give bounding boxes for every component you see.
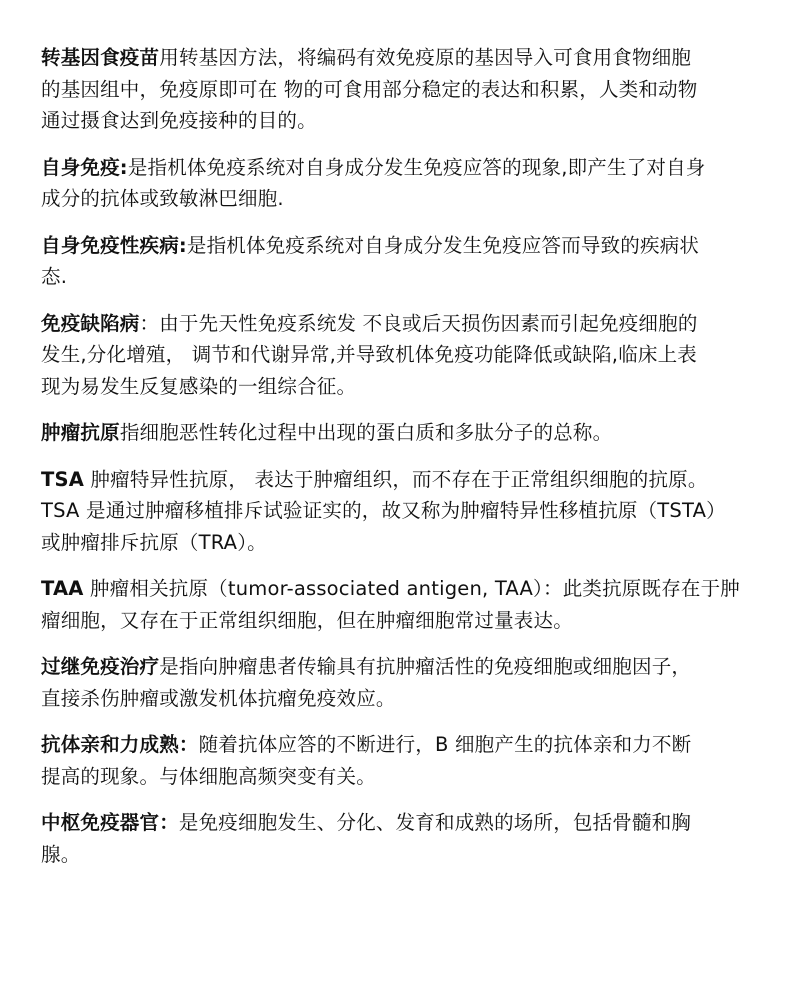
entry-line: 发生,分化增殖， 调节和代谢异常,并导致机体免疫功能降低或缺陷,临床上表 [41,343,697,366]
entry-text: ：由于先天性免疫系统发 不良或后天损伤因素而引起免疫细胞的 [139,311,698,335]
entry-immunodeficiency [41,308,786,403]
entry-text: 是指向肿瘤患者传输具有抗肿瘤活性的免疫细胞或细胞因子， [159,655,692,678]
entry-line: 通过摄食达到免疫接种的目的。 [41,109,317,132]
entry-line [41,651,786,683]
entry-line: 的基因组中，免疫原即可在 物的可食用部分稳定的表达和积累，人类和动物 [41,77,698,101]
entry-text: 是指机体免疫系统对自身成分发生免疫应答而导致的疾病状 [186,233,700,257]
entry-line: TSA 是通过肿瘤移植排斥试验证实的，故又称为肿瘤特异性移植抗原（TSTA） [41,499,726,522]
entry-text: 随着抗体应答的不断进行，B 细胞产生的抗体亲和力不断 [198,733,692,756]
entry-term: 自身免疫: [41,155,128,179]
entry-adoptive-immunotherapy [41,651,786,714]
entry-line: 现为易发生反复感染的一组综合征。 [41,374,357,398]
entry-line: 或肿瘤排斥抗原（TRA）。 [41,530,267,554]
entry-term: 中枢免疫器官： [41,811,179,834]
entry-affinity-maturation [41,729,786,792]
entry-text: 用转基因方法，将编码有效免疫原的基因导入可食用食物细胞 [159,46,692,69]
entry-text: 是指机体免疫系统对自身成分发生免疫应答的现象,即产生了对自身 [127,155,706,179]
entry-text: 肿瘤特异性抗原， 表达于肿瘤组织，而不存在于正常组织细胞的抗原。 [84,467,708,491]
entry-line [41,807,786,839]
entry-autoimmune-disease [41,230,786,293]
entry-line [41,573,786,605]
entry-term: 过继免疫治疗 [41,655,160,678]
entry-line: 提高的现象。与体细胞高频突变有关。 [41,764,376,788]
entry-term: 肿瘤抗原 [41,421,120,444]
entry-line [41,417,786,449]
document-page [41,42,786,885]
entry-term: 转基因食疫苗 [41,46,160,69]
entry-autoimmunity [41,152,786,215]
entry-term: TSA [41,467,85,491]
entry-line [41,152,786,184]
entry-line: 瘤细胞，又存在于正常组织细胞，但在肿瘤细胞常过量表达。 [41,608,573,632]
entry-tumor-antigen [41,417,786,449]
entry-term: 免疫缺陷病 [41,311,140,335]
entry-term: 抗体亲和力成熟： [41,733,199,756]
entry-line: 腺。 [41,842,81,866]
entry-transgenic-edible-vaccine [41,42,786,137]
entry-taa [41,573,786,636]
entry-term: 自身免疫性疾病: [41,233,187,257]
entry-term: TAA [41,577,84,600]
entry-line [41,230,786,262]
entry-line [41,42,786,74]
entry-line: 成分的抗体或致敏淋巴细胞. [41,187,284,210]
entry-text: 指细胞恶性转化过程中出现的蛋白质和多肽分子的总称。 [119,421,613,444]
entry-line [41,308,786,340]
entry-line [41,464,786,496]
entry-text: 肿瘤相关抗原（tumor-associated antigen, TAA）：此类抗原既存在于肿 [83,577,740,600]
entry-text: 是免疫细胞发生、分化、发育和成熟的场所，包括骨髓和胸 [178,811,692,834]
entry-line [41,729,786,761]
entry-line: 态. [41,265,68,288]
entry-tsa [41,464,786,559]
entry-central-immune-organ [41,807,786,870]
entry-line: 直接杀伤肿瘤或激发机体抗瘤免疫效应。 [41,686,396,710]
